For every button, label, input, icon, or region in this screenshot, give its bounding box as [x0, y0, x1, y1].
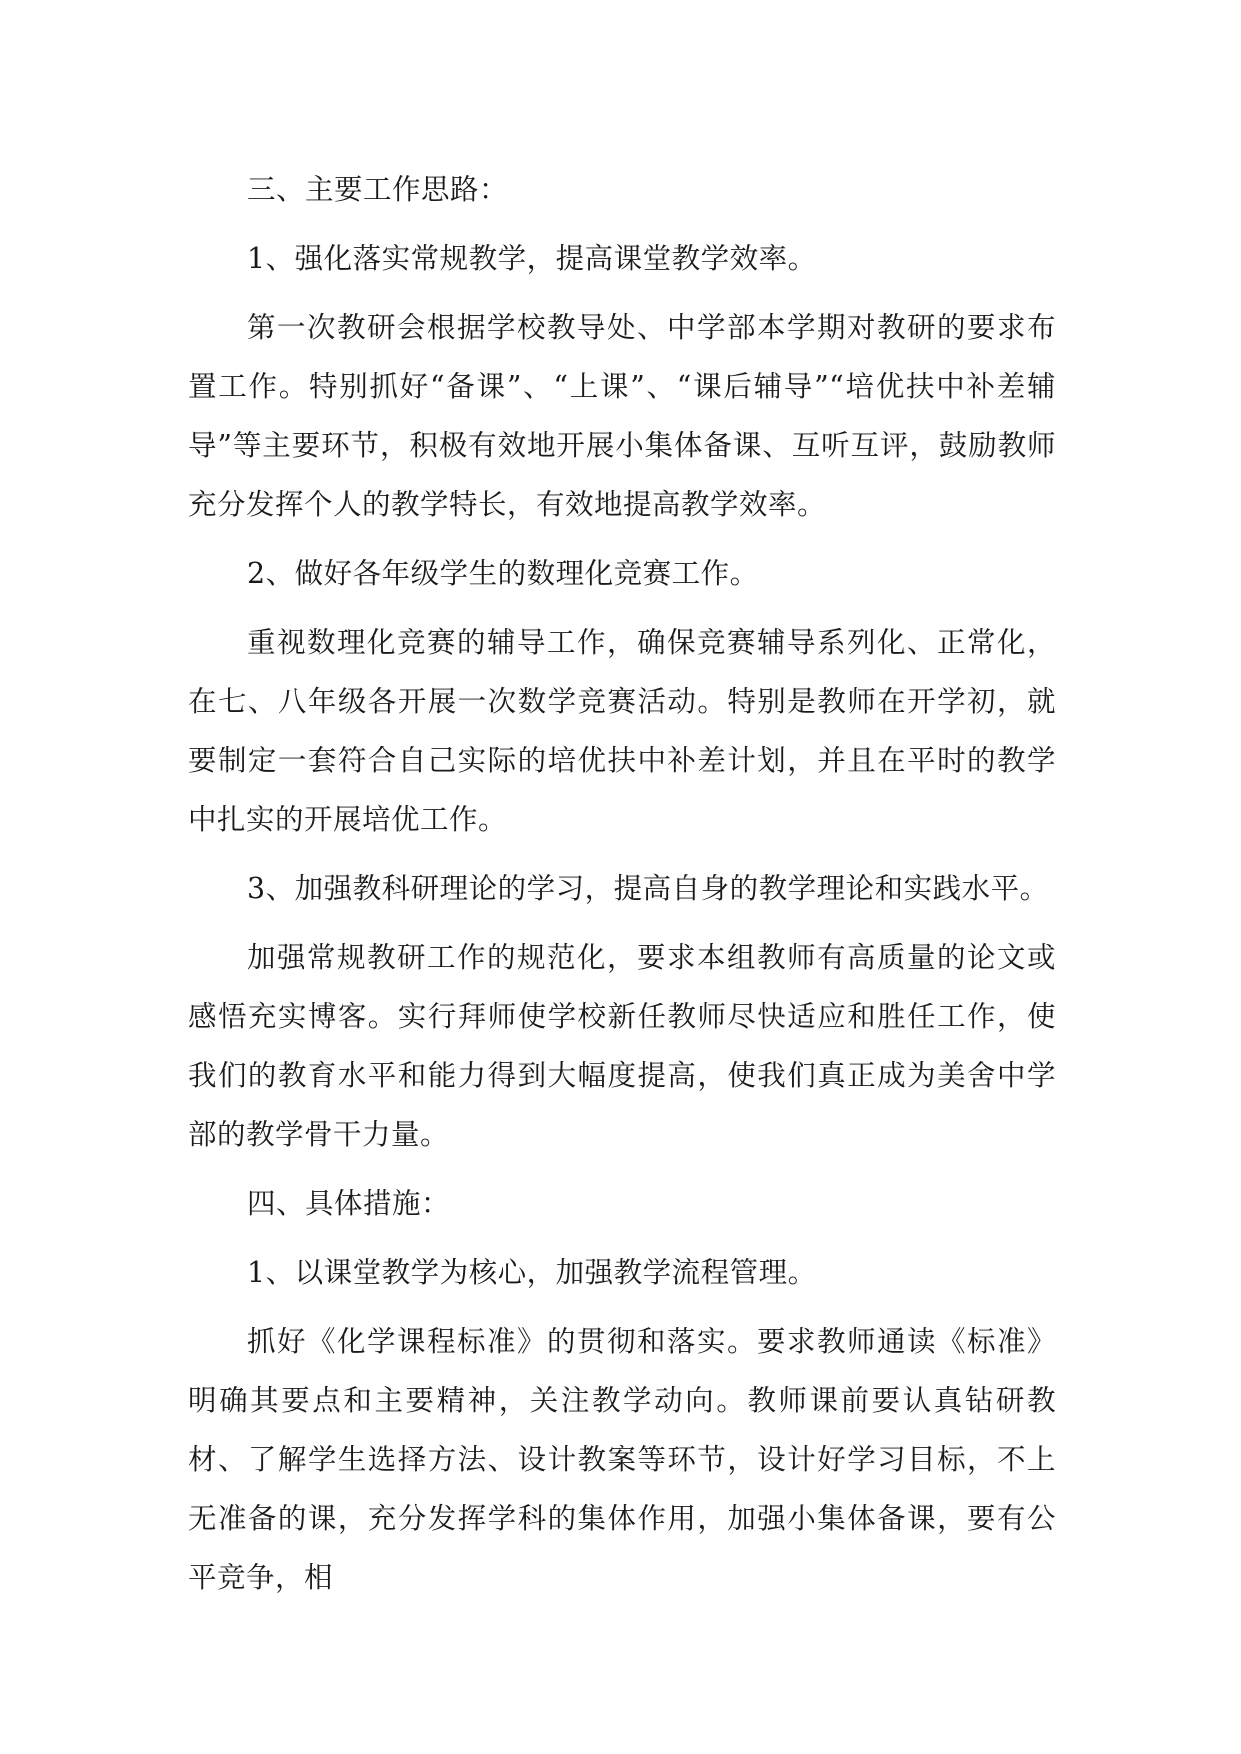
measure-1-paragraph: 抓好《化学课程标准》的贯彻和落实。要求教师通读《标准》明确其要点和主要精神，关注教学动向。教师课前要认真钻研教材、了解学生选择方法、设计教案等环节，设计好学习目标，不上无准备的课，充分发挥学科的集体作用，加强小集体备课，要有公平竞争，相 [188, 1325, 1056, 1594]
item-1-heading: 1、强化落实常规教学，提高课堂教学效率。 [247, 242, 817, 275]
item-1-paragraph: 第一次教研会根据学校教导处、中学部本学期对教研的要求布置工作。特别抓好“备课”、“上课”、“课后辅导”“培优扶中补差辅导”等主要环节，积极有效地开展小集体备课、互听互评，鼓励教师充分发挥个人的教学特长，有效地提高教学效率。 [188, 311, 1056, 521]
document-body [188, 160, 1056, 1617]
section-4-heading: 四、具体措施： [247, 1187, 451, 1220]
measure-1-heading: 1、以课堂教学为核心，加强教学流程管理。 [247, 1256, 817, 1289]
item-3-heading: 3、加强教科研理论的学习，提高自身的教学理论和实践水平。 [247, 872, 1049, 905]
item-3-paragraph: 加强常规教研工作的规范化，要求本组教师有高质量的论文或感悟充实博客。实行拜师使学校新任教师尽快适应和胜任工作，使我们的教育水平和能力得到大幅度提高，使我们真正成为美舍中学部的教学骨干力量。 [188, 941, 1056, 1151]
item-2-paragraph: 重视数理化竞赛的辅导工作，确保竞赛辅导系列化、正常化，在七、八年级各开展一次数学竞赛活动。特别是教师在开学初，就要制定一套符合自己实际的培优扶中补差计划，并且在平时的教学中扎实的开展培优工作。 [188, 626, 1056, 836]
section-3-heading: 三、主要工作思路： [247, 173, 509, 206]
item-2-heading: 2、做好各年级学生的数理化竞赛工作。 [247, 557, 759, 590]
